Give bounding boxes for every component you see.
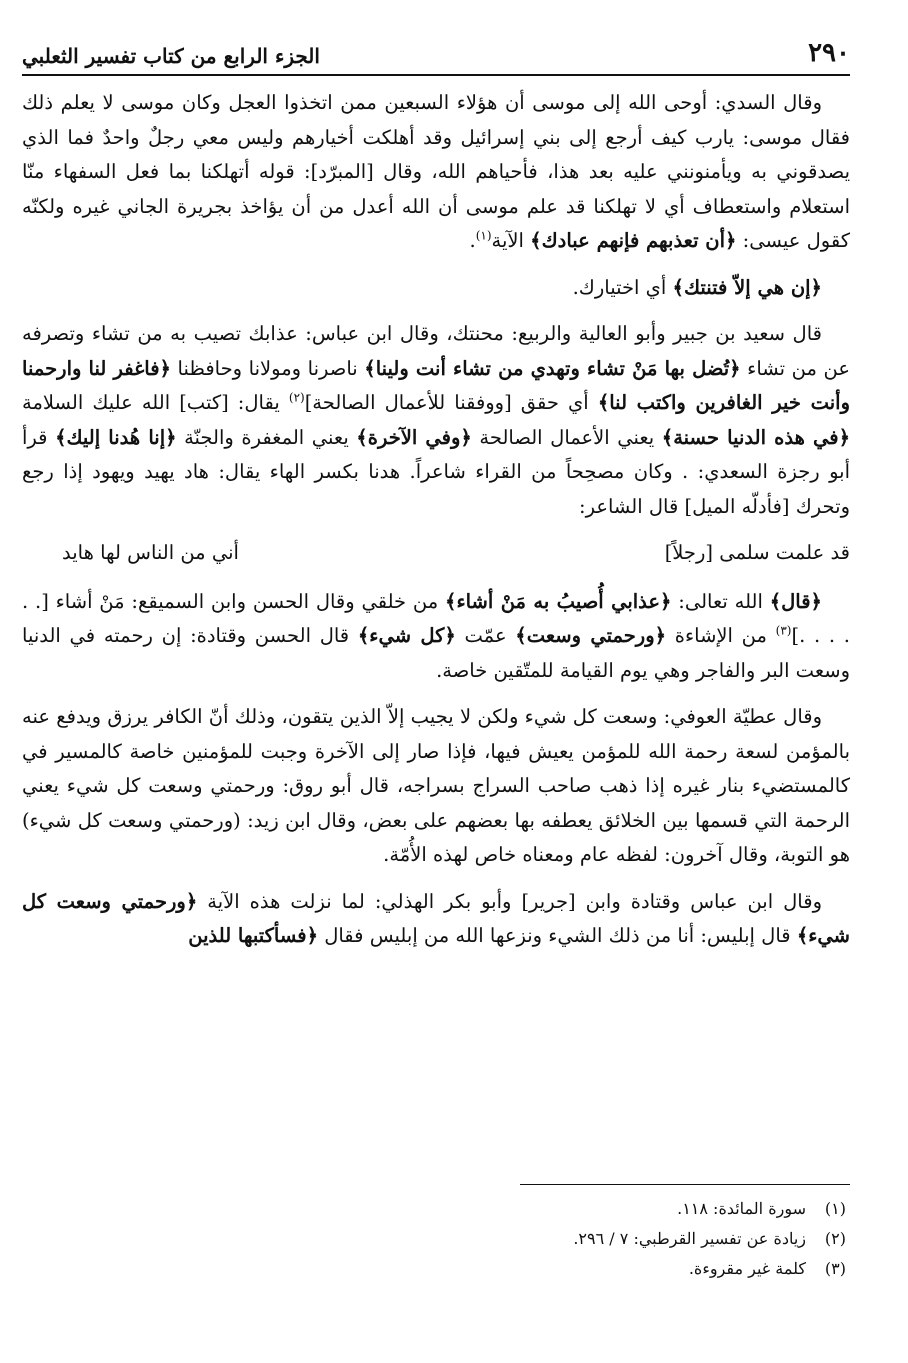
paragraph-2 — [22, 271, 850, 306]
quran-quote: ﴿أن تعذبهم فإنهم عبادك﴾ — [530, 229, 737, 252]
footnote-text: كلمة غير مقروءة. — [688, 1259, 806, 1278]
text: يقال: [كتب] الله عليك السلامة — [22, 391, 289, 414]
page-number: ٢٩٠ — [808, 38, 850, 68]
paragraph-4 — [22, 585, 850, 689]
footnote-2 — [22, 1224, 846, 1254]
text: قال الحسن وقتادة: إن رحمته في الدنيا وسعت البر والفاجر وهي يوم القيامة للمتّقين خاصة. — [22, 624, 850, 682]
text: من الإشاءة — [666, 624, 776, 647]
quran-quote: ﴿ورحمتي وسعت﴾ — [515, 624, 667, 647]
footnote-number: (٣) — [824, 1259, 846, 1278]
quran-quote: ﴿تُضل بها مَنْ تشاء وتهدي من تشاء أنت ولينا﴾ — [364, 356, 741, 380]
footnote-text: سورة المائدة: ١١٨. — [677, 1199, 806, 1218]
paragraph-3 — [22, 317, 850, 524]
paragraph-1 — [22, 86, 850, 259]
quran-quote: ﴿فسأكتبها للذين — [188, 924, 318, 947]
verse-first-hemistich: قد علمت سلمى [رجلاً] — [664, 541, 850, 564]
footnote-number: (١) — [824, 1199, 846, 1218]
text: من خلقي وقال الحسن وابن السميقع: مَنْ أشاء [. . . . . .] — [22, 589, 851, 647]
quran-quote: ﴿إنا هُدنا إليك﴾ — [55, 425, 177, 449]
running-title: الجزء الرابع من كتاب تفسير الثعلبي — [22, 44, 320, 68]
quran-quote: ﴿عذابي أُصيبُ به مَنْ أشاء﴾ — [445, 589, 672, 613]
text: أي اختيارك. — [572, 275, 673, 299]
text: أي حقق [ووفقنا للأعمال الصالحة] — [304, 391, 598, 414]
poetry-verse — [22, 536, 850, 571]
text: وقال السدي: أوحى الله إلى موسى أن هؤلاء السبعين ممن اتخذوا العجل وكان موسى لا يعلم ذلك فقال موسى: يارب كيف أرجع إلى بني إسرائيل وقد أهلكت أخيارهم وليس معي رجلٌ واحدٌ فما الذي يصدقوني به ويأمنونني عليه بعد هذا، فأحياهم الله، وقال [المبرّد]: قوله أتهلكنا بما فعل السفهاء منّا استعلام واستعطاف أي لا تهلكنا قد علم موسى أن الله أعدل من أن يؤاخذ بجريرة الجاني غيره ولكنّه كقول عيسى: — [22, 91, 850, 252]
quran-quote: ﴿فاغفر لنا وارحمنا وأنت خير الغافرين واكتب لنا﴾ — [22, 356, 850, 414]
verse-second-hemistich: أني من الناس لها هايد — [62, 541, 239, 564]
quran-quote: ﴿كل شيء﴾ — [357, 624, 456, 647]
quran-quote: ﴿وفي الآخرة﴾ — [356, 425, 472, 449]
footnote-1 — [22, 1194, 846, 1224]
text: قال سعيد بن جبير وأبو العالية والربيع: محنتك، وقال ابن عباس: عذابك تصيب به من تشاء وتصرفه عن من تشاء — [22, 322, 850, 380]
text: قرأ أبو رجزة السعدي: . وكان مصحِحاً من القراء شاعراً. هدنا بكسر الهاء يقال: هاد يهيد ويهود إذا رجع وتحرك [فأدلّه الميل] قال الشاعر: — [22, 425, 850, 518]
footnote-number: (٢) — [824, 1229, 846, 1248]
footnote-ref-3[interactable]: (٣) — [775, 623, 792, 638]
text: ناصرنا ومولانا وحافظنا — [170, 356, 365, 380]
text: قال إبليس: أنا من ذلك الشيء ونزعها الله من إبليس فقال — [318, 924, 797, 947]
footnote-ref-2[interactable]: (٢) — [288, 390, 305, 405]
quran-quote: ﴿ورحمتي وسعت كل شيء﴾ — [22, 889, 850, 947]
quran-quote: ﴿إن هي إلاّ فتنتك﴾ — [672, 275, 822, 299]
text: عمّت — [455, 624, 516, 647]
footnotes — [22, 1194, 846, 1284]
quran-quote: ﴿قال﴾ — [769, 589, 822, 613]
footnote-ref-1[interactable]: (١) — [475, 228, 492, 243]
quran-quote: ﴿في هذه الدنيا حسنة﴾ — [661, 425, 850, 449]
body-text — [22, 86, 850, 954]
paragraph-5 — [22, 700, 850, 873]
paragraph-6 — [22, 885, 850, 954]
page-header — [22, 28, 850, 76]
text: الآية — [491, 229, 531, 252]
text: وقال عطيّة العوفي: وسعت كل شيء ولكن لا يجيب إلاّ الذين يتقون، وذلك أنّ الكافر يرزق ويدفع عنه بالمؤمن لسعة رحمة الله للمؤمن يعيش فيها، فإذا صار إلى الآخرة وجبت للمؤمنين خاصة كالمسير في كالمستضيء بنار غيره إذا ذهب صاحب السراج بسراجه، قال أبو روق: ورحمتي وسعت كل شيء يعني الرحمة التي قسمها بين الخلائق يعطفه بها بعضهم على بعض، وقال ابن زيد: (ورحمتي وسعت كل شيء) هو التوبة، وقال آخرون: لفظه عام ومعناه خاص لهذه الأُمّة. — [22, 705, 850, 866]
text: . — [469, 229, 476, 252]
text: يعني المغفرة والجنّة — [176, 425, 357, 449]
footnote-text: زيادة عن تفسير القرطبي: ٧ / ٢٩٦. — [573, 1229, 806, 1248]
text: الله تعالى: — [671, 589, 770, 613]
footnote-divider — [520, 1184, 850, 1185]
text: وقال ابن عباس وقتادة وابن [جرير] وأبو بكر الهذلي: لما نزلت هذه الآية — [197, 889, 822, 913]
footnote-3 — [22, 1254, 846, 1284]
text: يعني الأعمال الصالحة — [471, 425, 662, 449]
